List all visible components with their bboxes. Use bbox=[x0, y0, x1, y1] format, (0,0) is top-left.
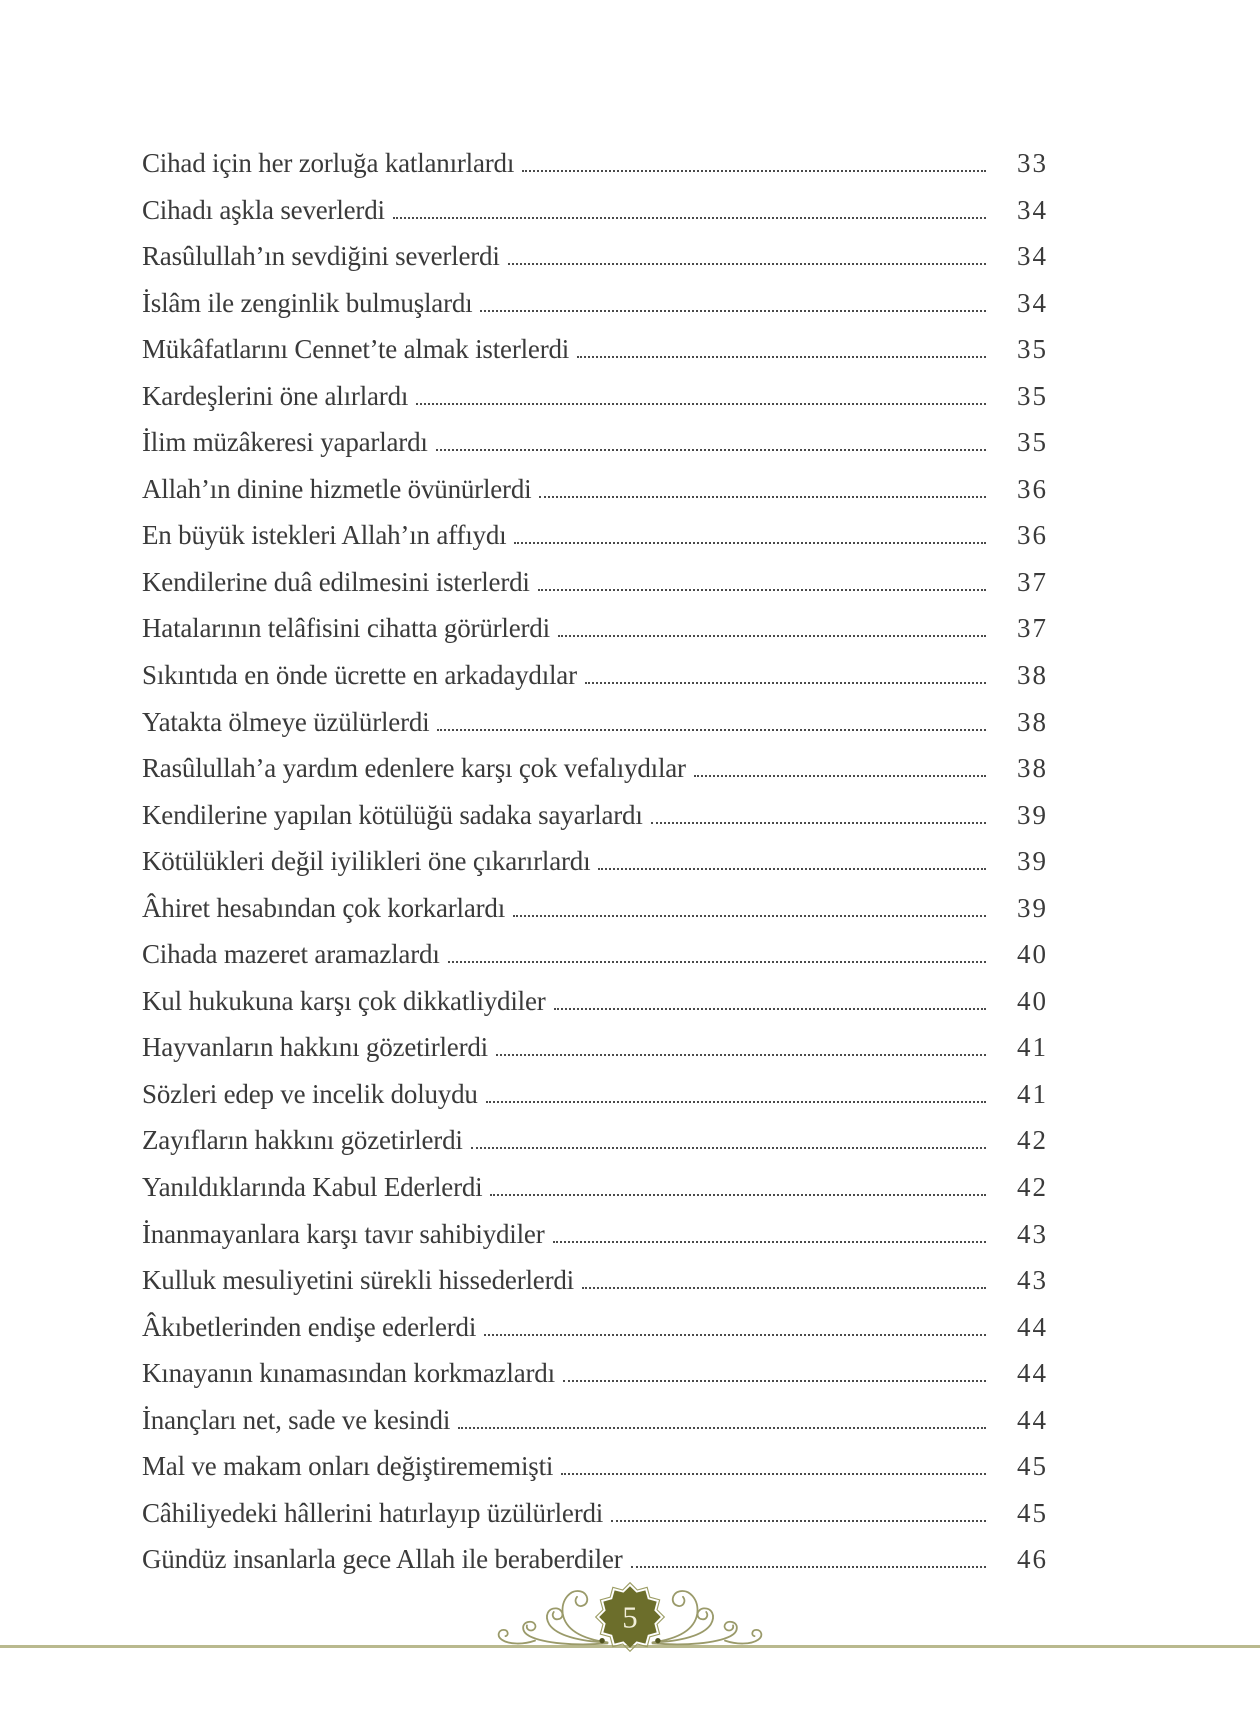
dotted-leader bbox=[393, 214, 986, 219]
toc-entry-title: Âhiret hesabından çok korkarlardı bbox=[142, 892, 506, 923]
dotted-leader bbox=[539, 493, 986, 498]
footer-page-number: 5 bbox=[622, 1600, 638, 1635]
toc-entry-title: Yatakta ölmeye üzülürlerdi bbox=[142, 706, 430, 737]
dotted-leader bbox=[598, 865, 986, 870]
toc-entry-title: Âkıbetlerinden endişe ederlerdi bbox=[142, 1311, 477, 1342]
toc-entry-page: 35 bbox=[1017, 427, 1048, 458]
toc-entry-title: Cihad için her zorluğa katlanırlardı bbox=[142, 148, 515, 178]
page-number-badge-star-icon bbox=[595, 1582, 665, 1652]
dotted-leader bbox=[651, 819, 986, 824]
dotted-leader bbox=[694, 772, 986, 777]
toc-entry-title: Cihada mazeret aramazlardı bbox=[142, 939, 440, 970]
toc-entry-row bbox=[142, 466, 1048, 513]
toc-entry-page: 43 bbox=[1017, 1265, 1048, 1296]
dotted-leader bbox=[522, 167, 986, 172]
toc-entry-row bbox=[142, 140, 1048, 187]
toc-entry-page: 44 bbox=[1017, 1404, 1048, 1435]
dotted-leader bbox=[513, 912, 986, 917]
page-footer bbox=[0, 1572, 1260, 1732]
toc-entry-title: Mal ve makam onları değiştirememişti bbox=[142, 1451, 554, 1482]
toc-entry-row bbox=[142, 978, 1048, 1025]
toc-entry-title: Kulluk mesuliyetini sürekli hissederlerdi bbox=[142, 1265, 574, 1296]
dotted-leader bbox=[561, 1470, 986, 1475]
toc-entry-page: 33 bbox=[1017, 148, 1048, 178]
toc-entry-title: Rasûlullah’ın sevdiğini severlerdi bbox=[142, 241, 500, 272]
toc-entry-title: Kardeşlerini öne alırlardı bbox=[142, 380, 409, 411]
toc-entry-page: 42 bbox=[1017, 1125, 1048, 1156]
toc-entry-page: 38 bbox=[1017, 706, 1048, 737]
toc-entry-row bbox=[142, 1350, 1048, 1397]
toc-entry-title: Zayıfların hakkını gözetirlerdi bbox=[142, 1125, 463, 1156]
dotted-leader bbox=[480, 307, 986, 312]
toc-entry-row bbox=[142, 885, 1048, 932]
dotted-leader bbox=[558, 632, 986, 637]
toc-entry-title: Kendilerine yapılan kötülüğü sadaka sayarlardı bbox=[142, 799, 643, 830]
dotted-leader bbox=[471, 1144, 986, 1149]
toc-entry-row bbox=[142, 1071, 1048, 1118]
toc-entry-row bbox=[142, 745, 1048, 792]
toc-entry-row bbox=[142, 652, 1048, 699]
toc-entry-page: 39 bbox=[1017, 799, 1048, 830]
toc-entry-page: 45 bbox=[1017, 1451, 1048, 1482]
dotted-leader bbox=[458, 1424, 986, 1429]
toc-entry-page: 44 bbox=[1017, 1311, 1048, 1342]
toc-entry-row bbox=[142, 1024, 1048, 1071]
footer-ornament bbox=[493, 1576, 767, 1646]
toc-entry-row bbox=[142, 792, 1048, 839]
toc-entry-row bbox=[142, 373, 1048, 420]
toc-entry-title: Kul hukukuna karşı çok dikkatliydiler bbox=[142, 985, 546, 1016]
toc-entry-row bbox=[142, 838, 1048, 885]
toc-entry-title: İslâm ile zenginlik bulmuşlardı bbox=[142, 287, 473, 318]
dotted-leader bbox=[436, 446, 986, 451]
toc-entry-title: Mükâfatlarını Cennet’te almak isterlerdi bbox=[142, 334, 570, 365]
toc-entry-title: Cihadı aşkla severlerdi bbox=[142, 194, 385, 225]
dotted-leader bbox=[538, 586, 986, 591]
dotted-leader bbox=[577, 353, 986, 358]
toc-entry-title: En büyük istekleri Allah’ın affıydı bbox=[142, 520, 507, 551]
toc-entry-page: 35 bbox=[1017, 334, 1048, 365]
toc-entry-title: Sıkıntıda en önde ücrette en arkadaydılar bbox=[142, 660, 577, 691]
flourish-right-icon bbox=[649, 1578, 767, 1646]
toc-entry-row bbox=[142, 605, 1048, 652]
dotted-leader bbox=[508, 260, 986, 265]
toc-entry-row bbox=[142, 699, 1048, 746]
toc-entry-title: Gündüz insanlarla gece Allah ile beraberdiler bbox=[142, 1544, 623, 1575]
dotted-leader bbox=[582, 1284, 986, 1289]
toc-entry-page: 36 bbox=[1017, 520, 1048, 551]
dotted-leader bbox=[554, 1005, 986, 1010]
toc-entry-title: Allah’ın dinine hizmetle övünürlerdi bbox=[142, 473, 532, 504]
toc-entry-page: 37 bbox=[1017, 613, 1048, 644]
toc-entry-page: 37 bbox=[1017, 566, 1048, 597]
toc-entry-title: Câhiliyedeki hâllerini hatırlayıp üzülürlerdi bbox=[142, 1497, 604, 1528]
toc-entry-page: 41 bbox=[1017, 1078, 1048, 1109]
toc-entry-page: 42 bbox=[1017, 1172, 1048, 1203]
flourish-left-icon bbox=[493, 1578, 611, 1646]
toc-entry-page: 40 bbox=[1017, 939, 1048, 970]
toc-entry-title: Rasûlullah’a yardım edenlere karşı çok vefalıydılar bbox=[142, 753, 686, 784]
dotted-leader bbox=[416, 400, 986, 405]
dotted-leader bbox=[437, 726, 986, 731]
toc-entry-title: Hatalarının telâfisini cihatta görürlerdi bbox=[142, 613, 550, 644]
toc-entry-title: İlim müzâkeresi yaparlardı bbox=[142, 427, 428, 458]
toc-entry-row bbox=[142, 1164, 1048, 1211]
toc-entry-title: Kötülükleri değil iyilikleri öne çıkarırlardı bbox=[142, 846, 591, 877]
toc-entry-page: 34 bbox=[1017, 241, 1048, 272]
dotted-leader bbox=[563, 1377, 986, 1382]
toc-entry-title: Kınayanın kınamasından korkmazlardı bbox=[142, 1358, 555, 1389]
toc-entry-page: 39 bbox=[1017, 846, 1048, 877]
toc-entry-row bbox=[142, 1257, 1048, 1304]
toc-entry-page: 38 bbox=[1017, 753, 1048, 784]
toc-entry-page: 40 bbox=[1017, 985, 1048, 1016]
toc-entry-title: Yanıldıklarında Kabul Ederlerdi bbox=[142, 1172, 483, 1203]
toc-entry-page: 43 bbox=[1017, 1218, 1048, 1249]
toc-entry-row bbox=[142, 187, 1048, 234]
toc-entry-page: 44 bbox=[1017, 1358, 1048, 1389]
dotted-leader bbox=[585, 679, 986, 684]
toc-entry-row bbox=[142, 280, 1048, 327]
toc-entry-title: İnançları net, sade ve kesindi bbox=[142, 1404, 451, 1435]
toc-entry-row bbox=[142, 1397, 1048, 1444]
toc-entry-row bbox=[142, 1117, 1048, 1164]
dotted-leader bbox=[490, 1191, 986, 1196]
toc-entry-row bbox=[142, 1443, 1048, 1490]
dotted-leader bbox=[486, 1098, 986, 1103]
toc-entry-row bbox=[142, 419, 1048, 466]
toc-entry-title: Kendilerine duâ edilmesini isterlerdi bbox=[142, 566, 530, 597]
dotted-leader bbox=[514, 539, 986, 544]
toc-entry-row bbox=[142, 512, 1048, 559]
dotted-leader bbox=[484, 1331, 986, 1336]
toc-entry-row bbox=[142, 1304, 1048, 1351]
toc-entry-page: 46 bbox=[1017, 1544, 1048, 1575]
dotted-leader bbox=[448, 958, 986, 963]
toc-entry-row bbox=[142, 233, 1048, 280]
toc-entry-title: İnanmayanlara karşı tavır sahibiydiler bbox=[142, 1218, 545, 1249]
toc-entry-title: Sözleri edep ve incelik doluydu bbox=[142, 1078, 478, 1109]
toc-entry-title: Hayvanların hakkını gözetirlerdi bbox=[142, 1032, 488, 1063]
toc-entry-row bbox=[142, 1211, 1048, 1258]
dotted-leader bbox=[496, 1051, 986, 1056]
dotted-leader bbox=[553, 1238, 987, 1243]
toc-entry-page: 34 bbox=[1017, 194, 1048, 225]
toc-entry-row bbox=[142, 326, 1048, 373]
toc-entry-page: 34 bbox=[1017, 287, 1048, 318]
toc-entry-page: 45 bbox=[1017, 1497, 1048, 1528]
toc-entry-row bbox=[142, 931, 1048, 978]
toc-entry-page: 39 bbox=[1017, 892, 1048, 923]
toc-entry-page: 36 bbox=[1017, 473, 1048, 504]
toc-entry-page: 41 bbox=[1017, 1032, 1048, 1063]
dotted-leader bbox=[631, 1563, 986, 1568]
toc-entry-row bbox=[142, 559, 1048, 606]
toc-entry-page: 38 bbox=[1017, 660, 1048, 691]
toc-entry-page: 35 bbox=[1017, 380, 1048, 411]
dotted-leader bbox=[611, 1517, 986, 1522]
toc-entry-row bbox=[142, 1490, 1048, 1537]
